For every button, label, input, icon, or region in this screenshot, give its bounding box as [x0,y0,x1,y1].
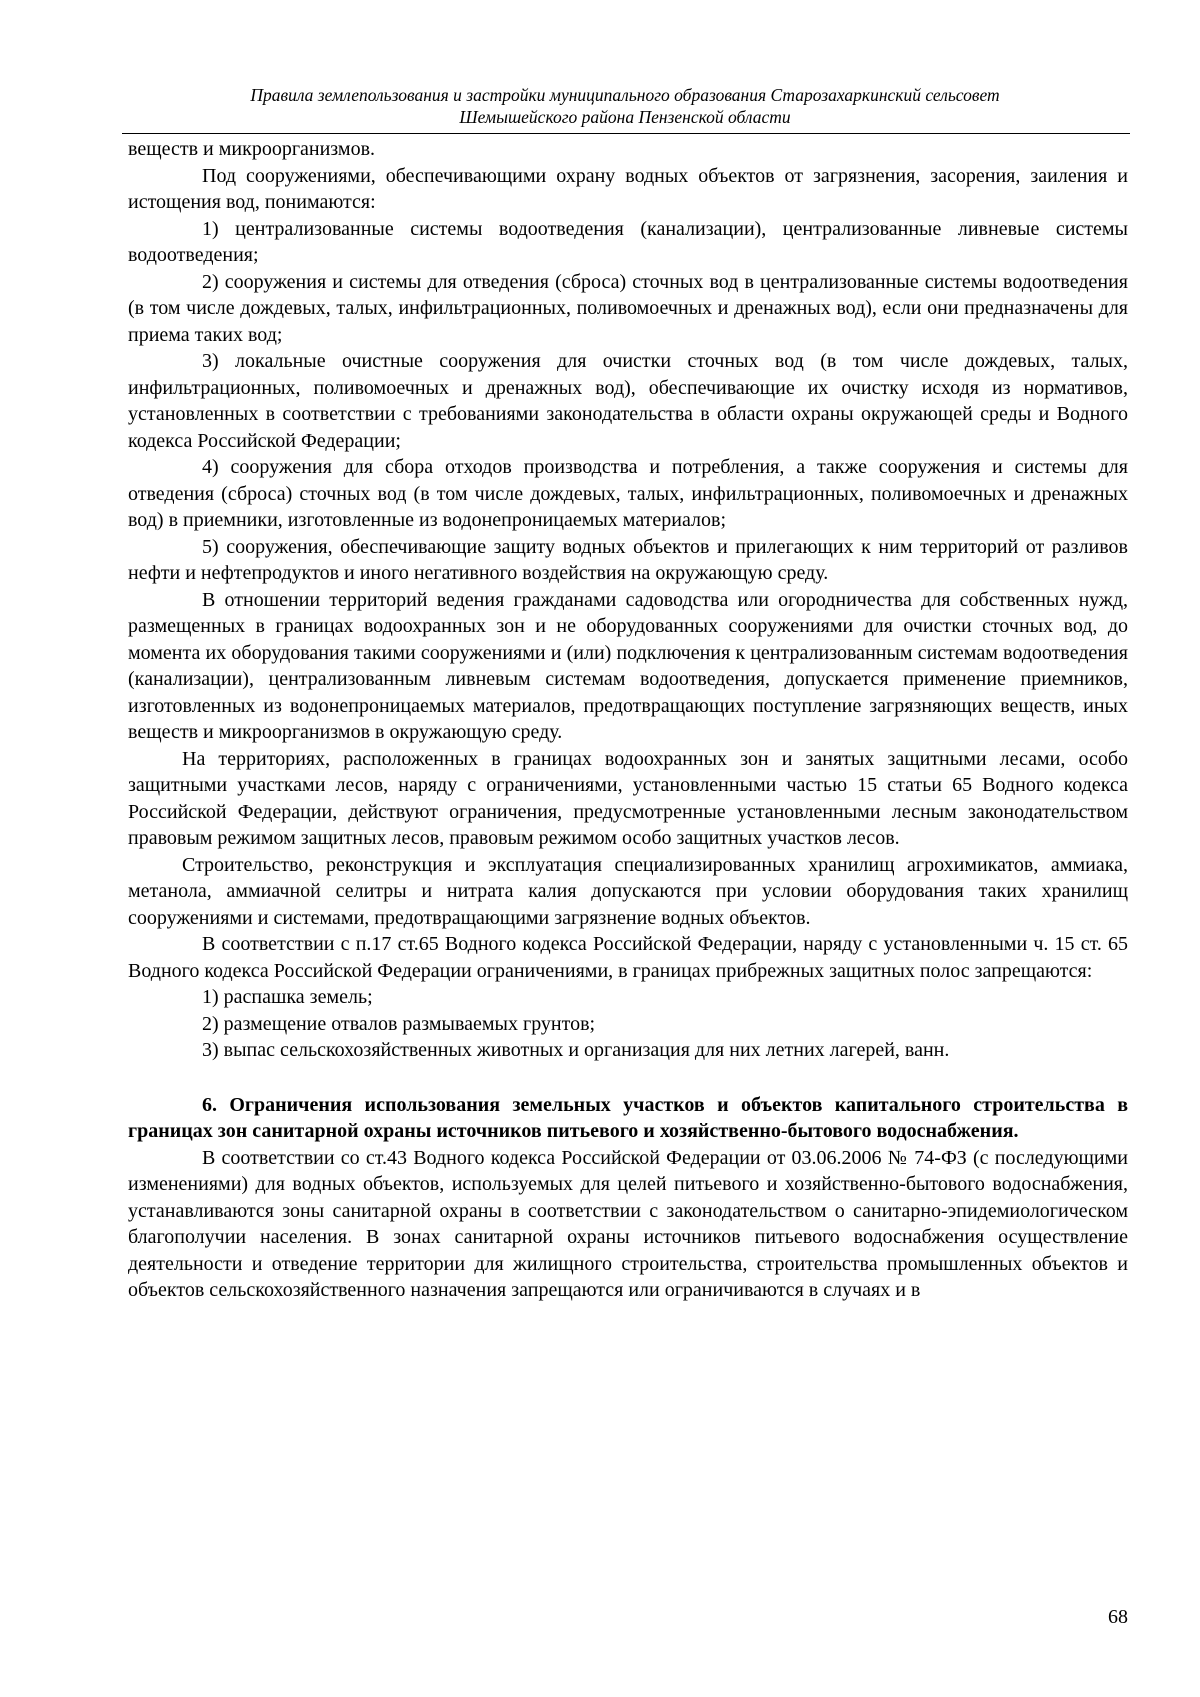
list-item-structure-1: 1) централизованные системы водоотведения (канализации), централизованные ливневые системы водоотведения; [128,217,1128,266]
list-item-structure-3: 3) локальные очистные сооружения для очистки сточных вод (в том числе дождевых, талых, инфильтрационных, поливомоечных и дренажных вод), обеспечивающие их очистку исходя из нормативов, установленных в соответствии с требованиями законодательства в области охраны окружающей среды и Водного кодекса Российской Федерации; [128,350,1128,452]
paragraph-structures-intro: Под сооружениями, обеспечивающими охрану водных объектов от загрязнения, засорения, заиления и истощения вод, понимаются: [128,164,1128,213]
paragraph-coastal-strips: В соответствии с п.17 ст.65 Водного кодекса Российской Федерации, наряду с установленными ч. 15 ст. 65 Водного кодекса Российской Федерации ограничениями, в границах прибрежных защитных полос запрещаются: [128,933,1128,982]
header-line-2: Шемышейского района Пензенской области [459,107,791,127]
list-item-structure-5: 5) сооружения, обеспечивающие защиту водных объектов и прилегающих к ним территорий от разливов нефти и нефтепродуктов и иного негативного воздействия на окружающую среду. [128,535,1128,584]
document-body [128,136,1128,1304]
header-line-1: Правила землепользования и застройки муниципального образования Старозахаркинский сельсовет [250,85,1000,105]
paragraph-sanitary-zones: В соответствии со ст.43 Водного кодекса Российской Федерации от 03.06.2006 № 74-ФЗ (с последующими изменениями) для водных объектов, используемых для целей питьевого и хозяйственно-бытового водоснабжения, устанавливаются зоны санитарной охраны в соответствии с законодательством о санитарно-эпидемиологическом благополучии населения. В зонах санитарной охраны источников питьевого водоснабжения осуществление деятельности и отведение территории для жилищного строительства, строительства промышленных объектов и объектов сельскохозяйственного назначения запрещаются или ограничиваются в случаях и в [128,1146,1128,1301]
paragraph-protective-forests: На территориях, расположенных в границах водоохранных зон и занятых защитными лесами, особо защитными участками лесов, наряду с ограничениями, установленными частью 15 статьи 65 Водного кодекса Российской Федерации, действуют ограничения, предусмотренные установленными лесным законодательством правовым режимом защитных лесов, правовым режимом особо защитных участков лесов. [128,747,1128,849]
prohibition-item-1: 1) распашка земель; [202,986,373,1008]
prohibition-item-3: 3) выпас сельскохозяйственных животных и организация для них летних лагерей, ванн. [202,1039,950,1061]
list-item-structure-4: 4) сооружения для сбора отходов производства и потребления, а также сооружения и системы для отведения (сброса) сточных вод (в том числе дождевых, талых, инфильтрационных, поливомоечных и дренажных вод) в приемники, изготовленные из водонепроницаемых материалов; [128,456,1128,531]
list-item-structure-2: 2) сооружения и системы для отведения (сброса) сточных вод в централизованные системы водоотведения (в том числе дождевых, талых, инфильтрационных, поливомоечных и дренажных вод), если они предназначены для приема таких вод; [128,270,1128,346]
paragraph-storage: Строительство, реконструкция и эксплуатация специализированных хранилищ агрохимикатов, аммиака, метанола, аммиачной селитры и нитрата калия допускаются при условии оборудования таких хранилищ сооружениями и системами, предотвращающими загрязнение водных объектов. [128,853,1128,929]
page-number: 68 [1108,1606,1128,1628]
prohibition-item-2: 2) размещение отвалов размываемых грунтов; [202,1012,596,1035]
paragraph-continuation: веществ и микроорганизмов. [128,138,376,160]
running-header [110,84,1140,128]
paragraph-gardening: В отношении территорий ведения гражданами садоводства или огородничества для собственных нужд, размещенных в границах водоохранных зон и не оборудованных сооружениями для очистки сточных вод, до момента их оборудования такими сооружениями и (или) подключения к централизованным системам водоотведения (канализации), централизованным ливневым системам водоотведения, допускается применение приемников, изготовленных из водонепроницаемых материалов, предотвращающих поступление загрязняющих веществ, иных веществ и микроорганизмов в окружающую среду. [128,588,1128,743]
section-heading-6: 6. Ограничения использования земельных участков и объектов капитального строительства в границах зон санитарной охраны источников питьевого и хозяйственно-бытового водоснабжения. [128,1093,1128,1142]
header-divider [122,133,1130,134]
section-spacer [128,1064,1128,1092]
